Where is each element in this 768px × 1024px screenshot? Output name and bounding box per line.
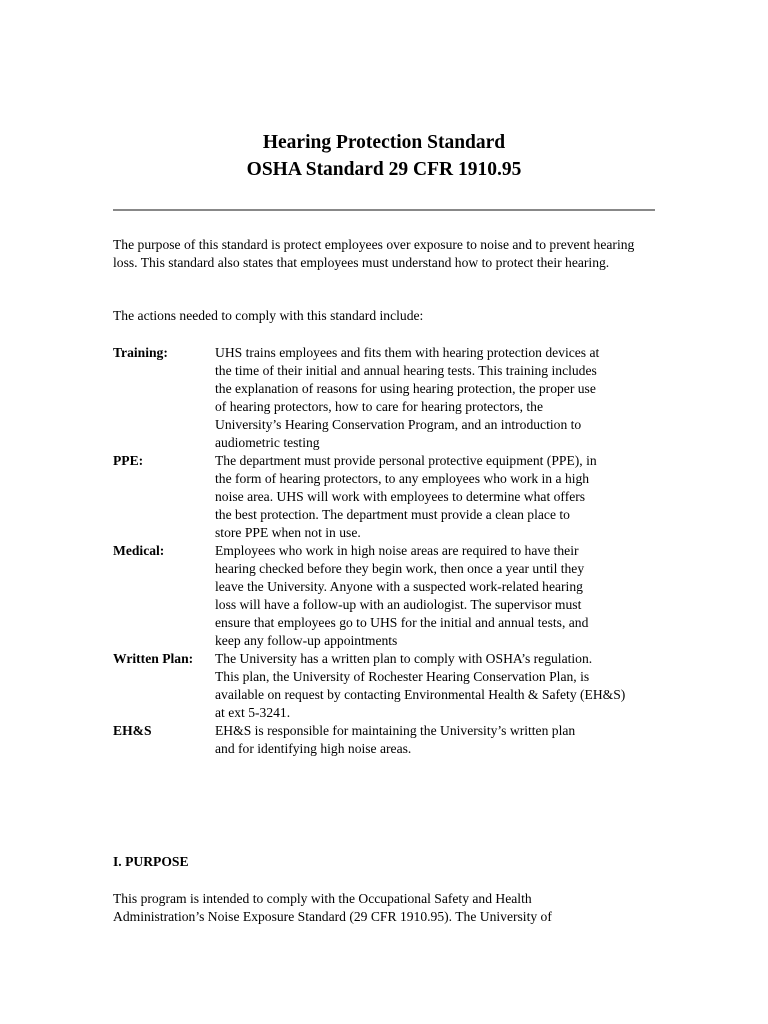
- purpose-paragraph: [113, 890, 673, 926]
- item-line: University’s Hearing Conservation Program, and an introduction to: [215, 417, 582, 432]
- horizontal-divider: [113, 209, 655, 211]
- item-label: Written Plan:: [113, 651, 194, 666]
- item-line: the explanation of reasons for using hearing protection, the proper use: [215, 381, 596, 396]
- document-title: Hearing Protection Standard: [262, 132, 506, 153]
- item-line: of hearing protectors, how to care for hearing protectors, the: [215, 399, 544, 414]
- actions-intro-paragraph: The actions needed to comply with this standard include:: [113, 308, 424, 323]
- compliance-item-ppe: [113, 452, 683, 542]
- item-line: the form of hearing protectors, to any employees who work in a high: [215, 471, 590, 486]
- item-label: Training:: [113, 345, 168, 360]
- compliance-actions-list: [113, 344, 683, 758]
- item-line: store PPE when not in use.: [215, 525, 361, 540]
- item-line: available on request by contacting Environmental Health & Safety (EH&S): [215, 687, 626, 702]
- item-label: EH&S: [113, 723, 152, 738]
- compliance-item-ehs: [113, 722, 683, 758]
- item-line: and for identifying high noise areas.: [215, 741, 412, 756]
- item-body: [215, 542, 683, 650]
- item-line: audiometric testing: [215, 435, 320, 450]
- item-line: the time of their initial and annual hearing tests. This training includes: [215, 363, 597, 378]
- item-line: loss will have a follow-up with an audiologist. The supervisor must: [215, 597, 582, 612]
- item-line: The University has a written plan to comply with OSHA’s regulation.: [215, 651, 593, 666]
- item-line: UHS trains employees and fits them with hearing protection devices at: [215, 345, 600, 360]
- document-subtitle: OSHA Standard 29 CFR 1910.95: [246, 159, 522, 180]
- item-line: noise area. UHS will work with employees to determine what offers: [215, 489, 586, 504]
- section-heading-purpose: I. PURPOSE: [113, 854, 189, 869]
- item-body: [215, 722, 683, 758]
- item-line: leave the University. Anyone with a suspected work-related hearing: [215, 579, 583, 594]
- paragraph-line: This program is intended to comply with the Occupational Safety and Health: [113, 891, 532, 906]
- item-label: Medical:: [113, 543, 165, 558]
- item-body: [215, 344, 683, 452]
- item-line: keep any follow-up appointments: [215, 633, 398, 648]
- item-line: the best protection. The department must provide a clean place to: [215, 507, 570, 522]
- item-line: EH&S is responsible for maintaining the University’s written plan: [215, 723, 576, 738]
- compliance-item-written-plan: [113, 650, 683, 722]
- item-line: at ext 5-3241.: [215, 705, 291, 720]
- compliance-item-medical: [113, 542, 683, 650]
- item-label: PPE:: [113, 453, 144, 468]
- item-body: [215, 452, 683, 542]
- item-body: [215, 650, 683, 722]
- paragraph-line: Administration’s Noise Exposure Standard (29 CFR 1910.95). The University of: [113, 909, 552, 924]
- item-line: This plan, the University of Rochester Hearing Conservation Plan, is: [215, 669, 590, 684]
- item-line: ensure that employees go to UHS for the initial and annual tests, and: [215, 615, 589, 630]
- item-line: The department must provide personal protective equipment (PPE), in: [215, 453, 597, 468]
- item-line: Employees who work in high noise areas are required to have their: [215, 543, 579, 558]
- intro-paragraph: The purpose of this standard is protect employees over exposure to noise and to prevent hearing loss. This standard also states that employees must understand how to protect their hearing.: [113, 237, 635, 270]
- item-line: hearing checked before they begin work, then once a year until they: [215, 561, 585, 576]
- compliance-item-training: [113, 344, 683, 452]
